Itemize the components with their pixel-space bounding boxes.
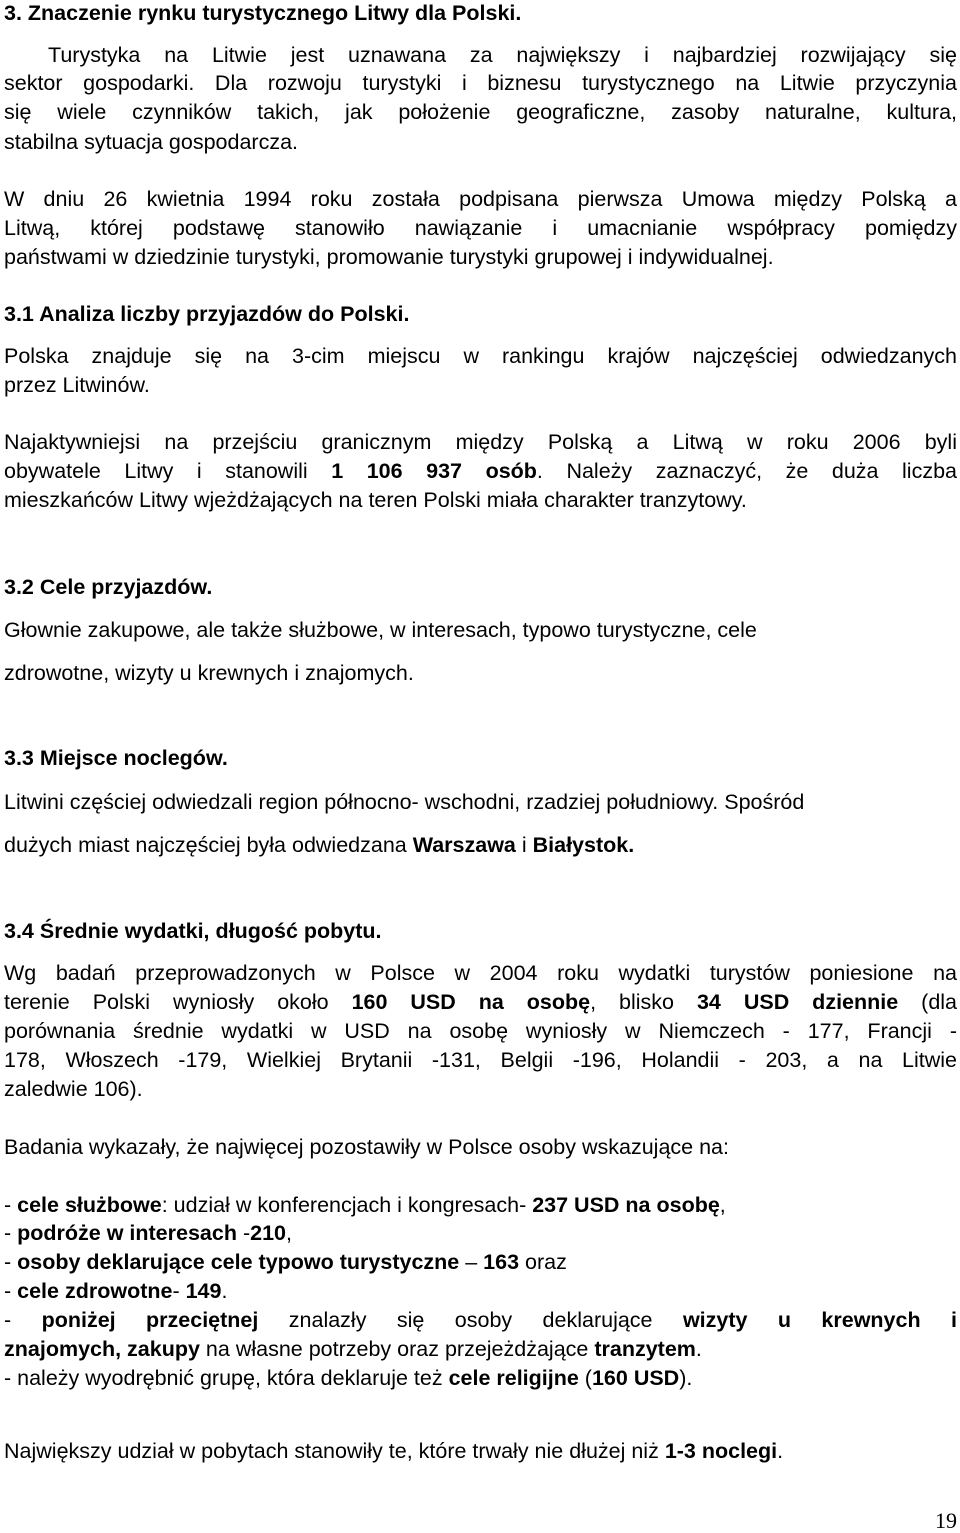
paragraph-line: Głownie zakupowe, ale także służbowe, w interesach, typowo turystyczne, cele <box>4 618 757 642</box>
text-run: 210 <box>250 1221 286 1245</box>
paragraph-line: Turystyka na Litwie jest uznawana za największy i najbardziej rozwijający się <box>48 43 957 67</box>
list-item <box>4 1223 292 1245</box>
text-run: . <box>221 1279 228 1303</box>
text-run: 163 <box>483 1250 520 1274</box>
text-run: wizyty u krewnych i <box>682 1308 957 1332</box>
list-item <box>4 1368 692 1390</box>
city-name: Warszawa <box>412 833 516 857</box>
subsection-heading: 3.3 Miejsce noclegów. <box>4 746 228 770</box>
page-number: 19 <box>935 1508 957 1533</box>
subsection-heading: 3.1 Analiza liczby przyjazdów do Polski. <box>4 302 410 326</box>
visitor-count: 1 106 937 osób <box>331 459 537 483</box>
text-run: (dla <box>898 990 958 1014</box>
text-run: 149 <box>185 1279 222 1303</box>
text-run: 160 USD <box>591 1366 680 1390</box>
subsection-heading: 3.4 Średnie wydatki, długość pobytu. <box>4 919 382 943</box>
text-run: : udział w konferencjach i kongresach- <box>161 1193 533 1217</box>
paragraph-line: zaledwie 106). <box>4 1077 143 1101</box>
subsection-heading: 3.2 Cele przyjazdów. <box>4 575 213 599</box>
paragraph-line: Wg badań przeprowadzonych w Polsce w 2004 roku wydatki turystów poniesione na <box>4 961 957 985</box>
paragraph-line: sektor gospodarki. Dla rozwoju turystyki i biznesu turystycznego na Litwie przyczynia <box>4 71 957 95</box>
section-heading: 3. Znaczenie rynku turystycznego Litwy dla Polski. <box>4 1 522 25</box>
text-run: ). <box>679 1366 693 1390</box>
spending-value: 34 USD dziennie <box>696 990 899 1014</box>
text-run: na własne potrzeby oraz przejeżdżające <box>199 1337 595 1361</box>
paragraph-line: Litwini częściej odwiedzali region północno- wschodni, rzadziej południowy. Spośród <box>4 790 805 814</box>
paragraph-line <box>4 461 957 483</box>
text-run: - <box>4 1279 18 1303</box>
text-run: i <box>515 833 533 857</box>
paragraph-line: się wiele czynników takich, jak położenie geograficzne, zasoby naturalne, kultura, <box>4 100 957 124</box>
text-run: - <box>4 1221 18 1245</box>
list-item-continuation <box>4 1339 702 1361</box>
text-run: dużych miast najczęściej była odwiedzana <box>4 833 413 857</box>
paragraph-line: porównania średnie wydatki w USD na osobę wyniosły w Niemczech - 177, Francji - <box>4 1019 957 1043</box>
list-item <box>4 1195 726 1217</box>
paragraph-line: 178, Włoszech -179, Wielkiej Brytanii -131, Belgii -196, Holandii - 203, a na Litwie <box>4 1048 957 1072</box>
text-run: 1-3 noclegi <box>664 1439 778 1463</box>
spending-value: 160 USD na osobę <box>351 990 591 1014</box>
text-run: podróże w interesach <box>17 1221 237 1245</box>
paragraph-line: mieszkańców Litwy wjeżdżających na teren Polski miała charakter tranzytowy. <box>4 488 747 512</box>
text-run: - <box>4 1308 42 1332</box>
paragraph-line: państwami w dziedzinie turystyki, promowanie turystyki grupowej i indywidualnej. <box>4 245 774 269</box>
paragraph-line <box>4 992 957 1014</box>
paragraph-line: zdrowotne, wizyty u krewnych i znajomych. <box>4 661 414 685</box>
text-run: - <box>4 1250 18 1274</box>
text-run: - <box>236 1221 251 1245</box>
paragraph-line: stabilna sytuacja gospodarcza. <box>4 130 299 154</box>
text-run: - należy wyodrębnić grupę, która deklaruje też <box>4 1366 449 1390</box>
text-run: terenie Polski wyniosły około <box>4 990 352 1014</box>
paragraph-line: Najaktywniejsi na przejściu granicznym między Polską a Litwą w roku 2006 byli <box>4 430 957 454</box>
text-run: cele zdrowotne <box>17 1279 173 1303</box>
text-run: , <box>286 1221 292 1245</box>
text-run: obywatele Litwy i stanowili <box>4 459 332 483</box>
paragraph-line: Litwą, której podstawę stanowiło nawiązanie i umacnianie współpracy pomiędzy <box>4 216 957 240</box>
text-run: . <box>777 1439 784 1463</box>
list-item <box>4 1252 567 1274</box>
text-run: cele religijne <box>448 1366 579 1390</box>
text-run: znajomych, zakupy <box>4 1337 200 1361</box>
city-name: Białystok. <box>532 833 635 857</box>
text-run: – <box>459 1250 484 1274</box>
paragraph-line: Badania wykazały, że najwięcej pozostawiły w Polsce osoby wskazujące na: <box>4 1135 729 1159</box>
text-run: , <box>719 1193 726 1217</box>
text-run: , blisko <box>590 990 697 1014</box>
paragraph-line: Polska znajduje się na 3-cim miejscu w rankingu krajów najczęściej odwiedzanych <box>4 344 957 368</box>
text-run: - <box>172 1279 186 1303</box>
text-run: 237 USD na osobę <box>532 1193 720 1217</box>
text-run: . <box>695 1337 702 1361</box>
text-run: poniżej przeciętnej <box>41 1308 259 1332</box>
paragraph-line <box>4 1441 783 1463</box>
text-run: ( <box>578 1366 592 1390</box>
text-run: tranzytem <box>594 1337 696 1361</box>
text-run: cele służbowe <box>17 1193 162 1217</box>
text-run: oraz <box>519 1250 567 1274</box>
list-item <box>4 1310 957 1332</box>
text-run: osoby deklarujące cele typowo turystyczne <box>17 1250 460 1274</box>
list-item <box>4 1281 227 1303</box>
text-run: - <box>4 1193 18 1217</box>
paragraph-line: W dniu 26 kwietnia 1994 roku została podpisana pierwsza Umowa między Polską a <box>4 187 957 211</box>
text-run: Największy udział w pobytach stanowiły te, które trwały nie dłużej niż <box>4 1439 665 1463</box>
paragraph-line: przez Litwinów. <box>4 373 150 397</box>
paragraph-line <box>4 835 634 857</box>
text-run: znalazły się osoby deklarujące <box>258 1308 683 1332</box>
text-run: . Należy zaznaczyć, że duża liczba <box>536 459 957 483</box>
